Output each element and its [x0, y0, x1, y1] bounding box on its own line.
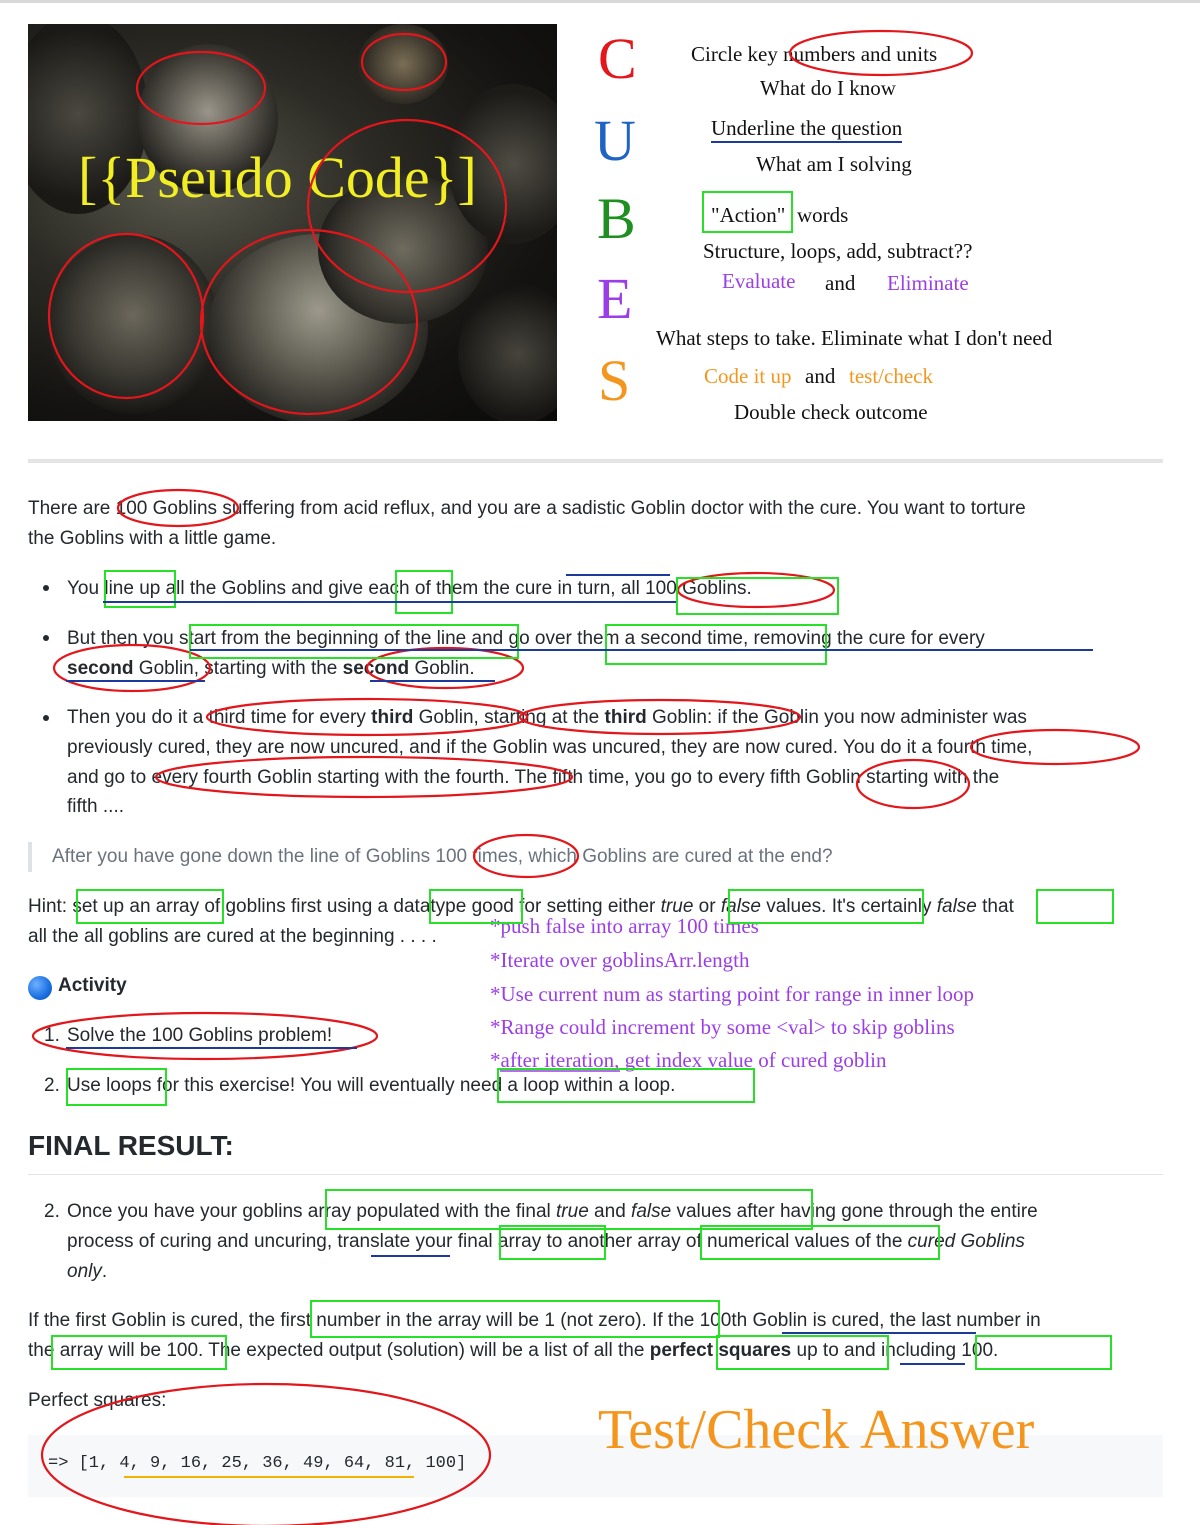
bullet-3-line-2: previously cured, they are now uncured, and if the Goblin was uncured, they are now cured. You do it a fourth time,: [67, 737, 1033, 758]
s-code-it-up: Code it up: [704, 364, 792, 388]
question-quote: After you have gone down the line of Goblins 100 times, which Goblins are cured at the end?: [52, 846, 833, 867]
activity-item-2-num: 2.: [44, 1075, 60, 1096]
final-cured-goblins: cured Goblins: [907, 1231, 1025, 1252]
bullet-2-line-1: But then you start from the beginning of the line and go over them a second time, removing the cure for every: [67, 628, 985, 649]
bold-second-1: second: [67, 658, 134, 679]
bullet-3-line-1: [67, 703, 1027, 733]
e-evaluate: Evaluate: [722, 269, 796, 293]
hint-line-2: all the all goblins are cured at the beginning . . . .: [28, 926, 437, 947]
bullet-dot-3: [43, 715, 49, 721]
cubes-letter-b: B: [597, 186, 636, 251]
test-check-answer: Test/Check Answer: [598, 1399, 1035, 1461]
b2-mid: Goblin, starting with the: [133, 658, 343, 679]
final-result-heading: FINAL RESULT:: [28, 1130, 234, 1161]
bold-third-1: third: [371, 707, 414, 728]
e-eliminate: Eliminate: [887, 271, 969, 295]
code-output: => [1, 4, 9, 16, 25, 36, 49, 64, 81, 100]: [48, 1454, 467, 1473]
activity-item-2: Use loops for this exercise! You will eventually need a loop within a loop.: [67, 1075, 676, 1096]
b3-a: Then you do it a third time for every: [67, 707, 372, 728]
activity-blue-circle-icon: [28, 976, 52, 1000]
activity-label: Activity: [58, 975, 127, 996]
note-2: *Iterate over goblinsArr.length: [490, 948, 750, 972]
final-2a: process of curing and uncuring, translate your final array to another array of numerical values of the: [67, 1231, 908, 1252]
p2-a: the array will be 100. The expected output (solution) will be a list of all the: [28, 1340, 650, 1361]
e-and: and: [825, 271, 856, 295]
note-3: *Use current num as starting point for range in inner loop: [490, 982, 975, 1006]
final-only: only: [67, 1261, 102, 1282]
note-1: *push false into array 100 times: [490, 914, 759, 938]
c-line-2: What do I know: [760, 76, 896, 100]
final-line-1: [67, 1197, 1038, 1227]
section-divider: [28, 459, 1163, 463]
note-5: *after iteration, get index value of cured goblin: [490, 1048, 887, 1072]
final-true: true: [556, 1201, 589, 1222]
bullet-3-line-3: and go to every fourth Goblin starting with the fourth. The fifth time, you go to every fifth Goblin starting with the: [67, 767, 1000, 788]
cubes-letter-e: E: [597, 266, 633, 331]
final-item-num: 2.: [44, 1201, 60, 1222]
hint-a: Hint: set up an array of goblins first using a datatype good for setting either: [28, 896, 661, 917]
hint-true: true: [660, 896, 694, 917]
b-line-2: Structure, loops, add, subtract??: [703, 239, 973, 263]
hint-false: false: [720, 896, 761, 917]
perfect-squares-label: Perfect squares:: [28, 1390, 167, 1411]
final-p2-line-1: If the first Goblin is cured, the first number in the array will be 1 (not zero). If the 100th Goblin is cured, the last number in: [28, 1310, 1041, 1331]
activity-item-1-num: 1.: [44, 1025, 60, 1046]
final-p2-line-2: [28, 1336, 998, 1366]
final-line-2: [67, 1227, 1025, 1257]
quote-bar: [28, 842, 32, 872]
final-1b: values after having gone through the entire: [671, 1201, 1038, 1222]
p2-perfect-squares: perfect squares: [649, 1340, 792, 1361]
cubes-letter-u: U: [594, 108, 636, 173]
pseudo-code-title: [{Pseudo Code}]: [78, 145, 477, 210]
hint-b: values. It's certainly: [760, 896, 937, 917]
bullet-2-line-2: [67, 654, 475, 684]
s-test-check: test/check: [849, 364, 933, 388]
goblins-image: [28, 24, 557, 421]
bold-second-2: second: [342, 658, 410, 679]
final-dot: .: [101, 1261, 108, 1282]
final-and: and: [588, 1201, 632, 1222]
hint-or: or: [693, 896, 721, 917]
u-line-1: Underline the question: [711, 116, 902, 143]
cubes-letter-s: S: [598, 348, 631, 413]
bullet-3-line-4: fifth ....: [67, 796, 125, 817]
s-line-2: Double check outcome: [734, 400, 928, 424]
cubes-letter-c: C: [598, 26, 637, 91]
b3-b: Goblin, starting at the: [413, 707, 605, 728]
intro-line-1: There are 100 Goblins suffering from acid reflux, and you are a sadistic Goblin doctor with the cure. You want to torture: [28, 498, 1026, 519]
top-border: [0, 0, 1200, 3]
bullet-dot-1: [43, 585, 49, 591]
e-line-2: What steps to take. Eliminate what I don't need: [656, 326, 1053, 350]
s-and: and: [805, 364, 836, 388]
b-words: words: [797, 203, 849, 227]
b2-end: Goblin.: [409, 658, 475, 679]
intro-line-2: the Goblins with a little game.: [28, 528, 277, 549]
final-line-3: [67, 1257, 107, 1287]
note-4: *Range could increment by some <val> to skip goblins: [490, 1015, 955, 1039]
box-false-that: [1037, 890, 1113, 923]
bold-third-2: third: [604, 707, 647, 728]
final-false: false: [631, 1201, 672, 1222]
activity-item-1: Solve the 100 Goblins problem!: [67, 1025, 333, 1046]
hint-false-2: false: [936, 896, 977, 917]
b3-c: Goblin: if the Goblin you now administer was: [646, 707, 1027, 728]
p2-b: up to and including 100.: [791, 1340, 999, 1361]
b-action: "Action": [711, 203, 786, 227]
final-1a: Once you have your goblins array populated with the final: [67, 1201, 557, 1222]
u-line-2: What am I solving: [756, 152, 912, 176]
bullet-dot-2: [43, 635, 49, 641]
hint-c: that: [976, 896, 1014, 917]
c-line-1: Circle key numbers and units: [691, 42, 938, 66]
bullet-1: You line up all the Goblins and give each of them the cure in turn, all 100 Goblins.: [67, 578, 752, 599]
heading-underline: [28, 1174, 1163, 1175]
